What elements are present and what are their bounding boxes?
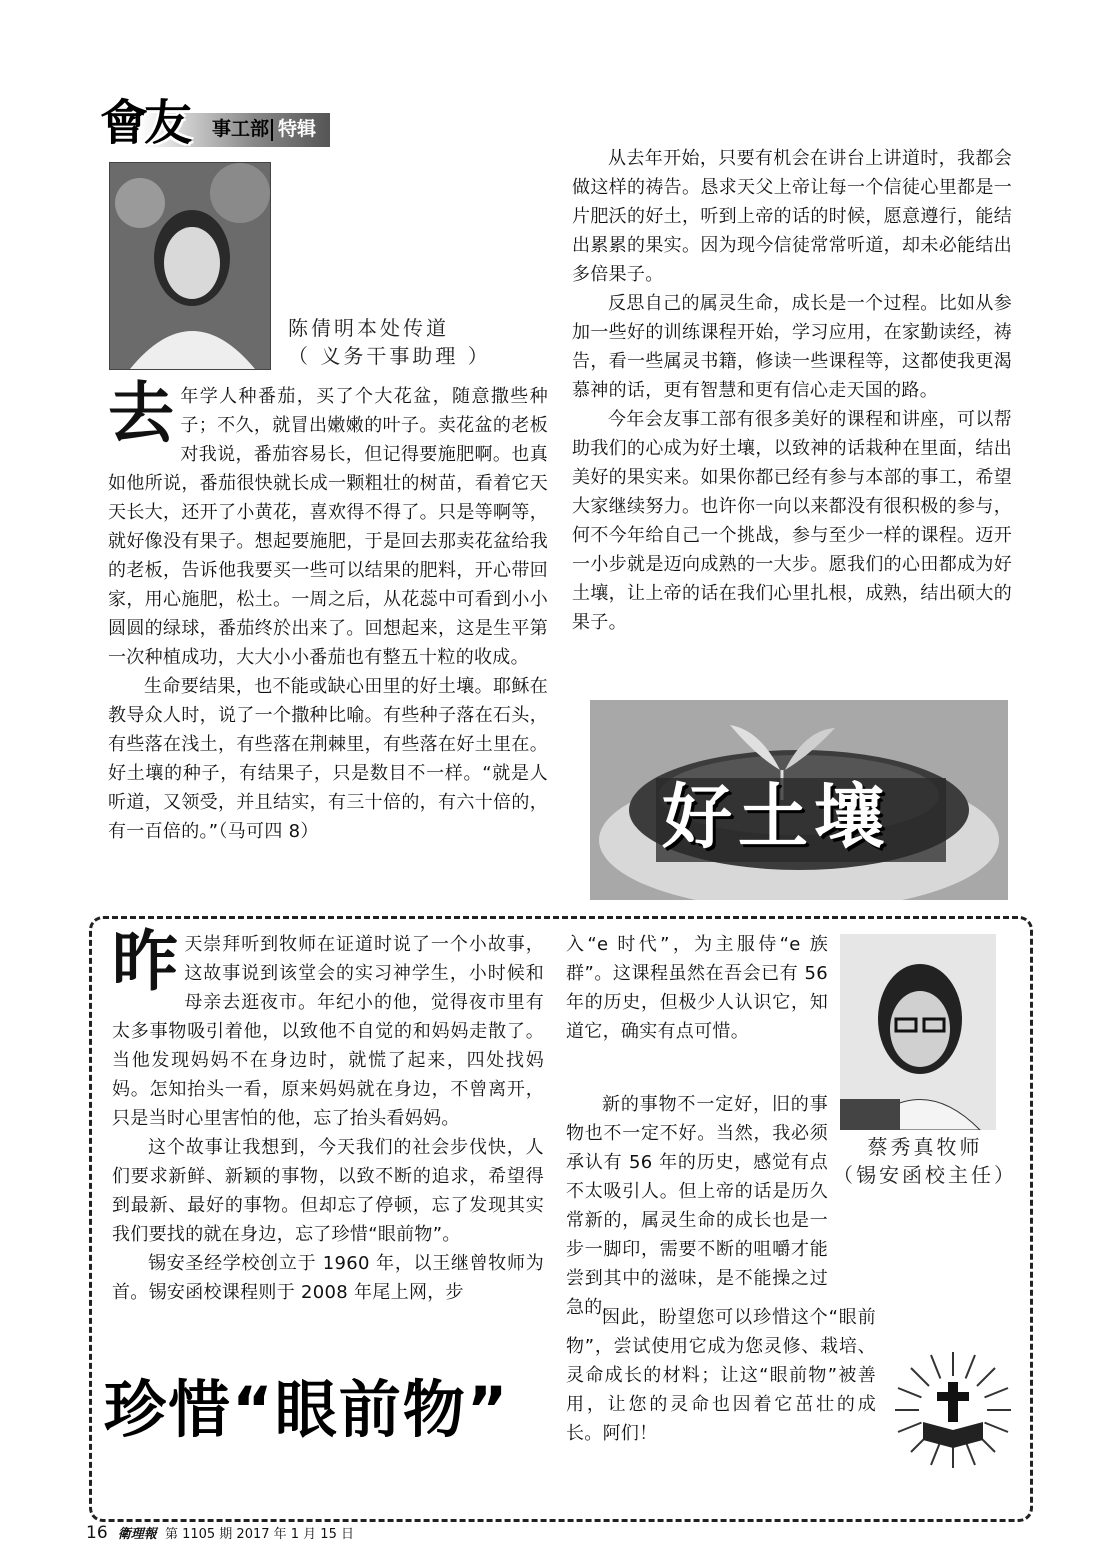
article1-title: 好土壤 <box>662 776 890 858</box>
portrait-image <box>110 163 270 369</box>
header-feature: 特辑 <box>278 118 317 140</box>
article1-paragraph-4: 反思自己的属灵生命，成长是一个过程。比如从参加一些好的训练课程开始，学习应用，在家勤读经，祷告，看一些属灵书籍，修读一些课程等，这都使我更渴慕神的话，更有智慧和更有信心走天国的路。 <box>572 293 1012 401</box>
article1-paragraph-2: 生命要结果，也不能或缺心田里的好土壤。耶稣在教导众人时，说了一个撒种比喻。有些种子落在石头，有些落在浅土，有些落在荆棘里，有些落在好土里在。好土壤的种子，有结果子，只是数目不一样。“就是人听道，又领受，并且结实，有三十倍的，有六十倍的，有一百倍的。”（马可四 8） <box>108 676 548 842</box>
page-number: 16 <box>86 1523 108 1543</box>
page-footer <box>86 1524 354 1546</box>
cross-bible-icon <box>893 1350 1013 1470</box>
article2-lower-text <box>566 1090 828 1322</box>
article2-title: 珍惜“眼前物” <box>104 1373 510 1446</box>
header-logo: 會友 <box>100 95 189 151</box>
article2-paragraph-6: 因此，盼望您可以珍惜这个“眼前物”，尝试使用它成为您灵修、栽培、灵命成长的材料；让这“眼前物”被善用，让您的灵命也因着它茁壮的成长。阿们！ <box>566 1307 876 1444</box>
article1-paragraph-1: 去年学人种番茄，买了个大花盆，随意撒些种子；不久，就冒出嫩嫩的叶子。卖花盆的老板对我说，番茄容易长，但记得要施肥啊。也真如他所说，番茄很快就长成一颗粗壮的树苗，看着它天天长大，还开了小黄花，喜欢得不得了。只是等啊等，就好像没有果子。想起要施肥，于是回去那卖花盆给我的老板，告诉他我要买一些可以结果的肥料，开心带回家，用心施肥，松土。一周之后，从花蕊中可看到小小圆圆的绿球，番茄终於出来了。回想起来，这是生平第一次种植成功，大大小小番茄也有整五十粒的收成。 <box>108 375 548 668</box>
article1-dropcap: 去 <box>108 375 175 452</box>
cross-emblem <box>893 1350 1013 1470</box>
article2-paragraph-3: 锡安圣经学校创立于 1960 年，以王继曾牧师为首。锡安函校课程则于 2008 年尾上网，步 <box>112 1253 544 1303</box>
article1-left-column <box>108 375 548 846</box>
header-dept: 事工部 <box>212 118 270 140</box>
article2-middle-text <box>566 930 828 1046</box>
soil-image <box>590 700 1008 900</box>
pastor-photo <box>840 934 996 1130</box>
author-photo <box>109 162 271 370</box>
author-caption: 陈倩明本处传道 （ 义务干事助理 ） <box>288 316 491 368</box>
article2-left-column <box>112 923 544 1307</box>
pastor-caption: 蔡秀真牧师 （锡安函校主任） <box>833 1135 1017 1187</box>
publication-name: 衛理報 <box>117 1527 157 1542</box>
article2-paragraph-2: 这个故事让我想到，今天我们的社会步伐快，人们要求新鲜、新颖的事物，以致不断的追求，希望得到最新、最好的事物。但却忘了停顿，忘了发现其实我们要找的就在身边，忘了珍惜“眼前物”。 <box>112 1137 544 1245</box>
issue-info: 第 1105 期 2017 年 1 月 15 日 <box>164 1527 354 1542</box>
article2-paragraph-1: 昨天崇拜听到牧师在证道时说了一个小故事，这故事说到该堂会的实习神学生，小时候和母亲去逛夜市。年纪小的他，觉得夜市里有太多事物吸引着他，以致他不自觉的和妈妈走散了。当他发现妈妈不在身边时，就慌了起来，四处找妈妈。怎知抬头一看，原来妈妈就在身边，不曾离开，只是当时心里害怕的他，忘了抬头看妈妈。 <box>112 923 544 1129</box>
article1-paragraph-5: 今年会友事工部有很多美好的课程和讲座，可以帮助我们的心成为好土壤，以致神的话栽种在里面，结出美好的果实来。如果你都已经有参与本部的事工，希望大家继续努力。也许你一向以来都没有很积极的参与，何不今年给自己一个挑战，参与至少一样的课程。迈开一小步就是迈向成熟的一大步。愿我们的心田都成为好土壤，让上帝的话在我们心里扎根，成熟，结出硕大的果子。 <box>572 409 1012 633</box>
section-header <box>100 93 332 155</box>
article1-paragraph-3: 从去年开始，只要有机会在讲台上讲道时，我都会做这样的祷告。恳求天父上帝让每一个信徒心里都是一片肥沃的好土，听到上帝的话的时候，愿意遵行，能结出累累的果实。因为现今信徒常常听道，却未必能结出多倍果子。 <box>572 148 1012 285</box>
article2-dropcap: 昨 <box>112 923 179 1000</box>
article2-paragraph-5: 新的事物不一定好，旧的事物也不一定不好。当然，我必须承认有 56 年的历史，感觉有点不太吸引人。但上帝的话是历久常新的，属灵生命的成长也是一步一脚印，需要不断的咀嚼才能尝到其中的滋味，是不能操之过急的。 <box>566 1094 828 1318</box>
article2-final-text <box>566 1303 876 1448</box>
article2-paragraph-4: 入“e 时代”，为主服侍“e 族群”。这课程虽然在吾会已有 56 年的历史，但极少人认识它，知道它，确实有点可惜。 <box>566 934 828 1042</box>
pastor-portrait-image <box>840 934 996 1130</box>
article1-right-column <box>572 144 1012 637</box>
